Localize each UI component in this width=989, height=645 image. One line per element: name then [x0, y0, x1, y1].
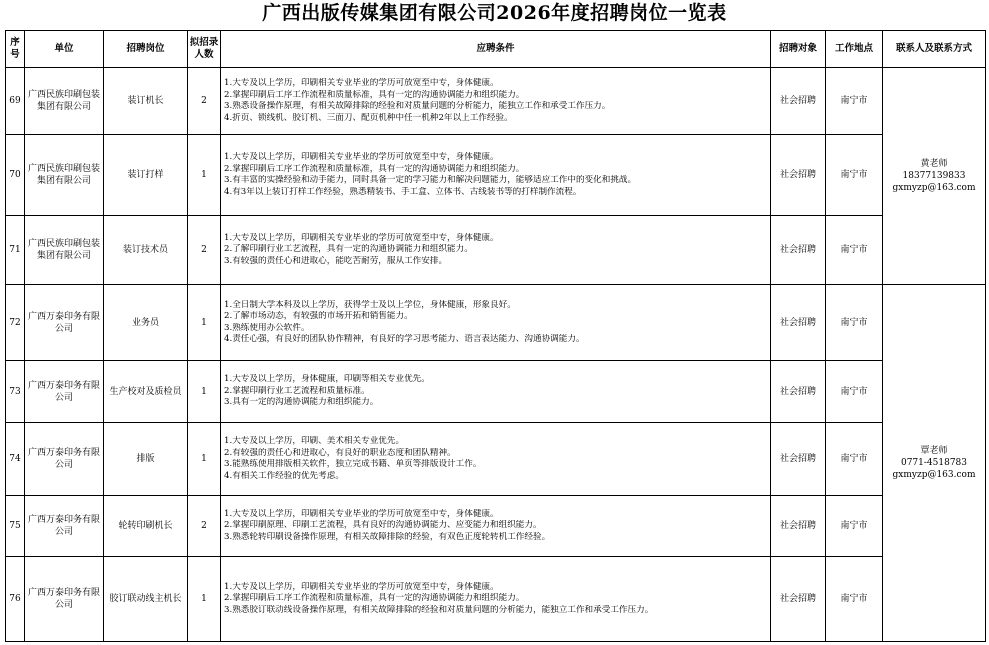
- requirement-line: 2.掌握印刷后工序工作流程和质量标准，具有一定的沟通协调能力和组织能力。: [224, 89, 525, 100]
- requirement-line: 4.有3年以上装订打样工作经验，熟悉精装书、手工盒、立体书、古线装书等的打样制作流程。: [224, 186, 582, 197]
- requirement-line: 3.熟悉轮转印刷设备操作原理，有相关故障排除的经验，有双色正度轮转机工作经验。: [224, 531, 551, 542]
- row-no: 75: [6, 496, 25, 557]
- row-unit: 广西万泰印务有限公司: [25, 496, 104, 557]
- table-header: [6, 31, 986, 68]
- row-unit: 广西万泰印务有限公司: [25, 285, 104, 361]
- table-row: [6, 135, 986, 216]
- requirement-line: 1.大专及以上学历，印刷相关专业毕业的学历可放宽至中专，身体健康。: [224, 232, 499, 243]
- row-unit: 广西民族印刷包装集团有限公司: [25, 68, 104, 135]
- row-position: 胶订联动线主机长: [104, 557, 188, 642]
- table-row: [6, 285, 986, 361]
- requirement-line: 3.有丰富的实操经验和动手能力，同时具备一定的学习能力和解决问题能力，能够适应工作中的变化和挑战。: [224, 175, 637, 185]
- requirement-line: 1.大专及以上学历，印刷相关专业毕业的学历可放宽至中专，身体健康。: [224, 581, 499, 592]
- table-row: [6, 361, 986, 423]
- requirement-line: 1.大专及以上学历，印刷、美术相关专业优先。: [224, 436, 405, 446]
- row-no: 76: [6, 557, 25, 642]
- requirement-line: 2.有较强的责任心和进取心，有良好的职业态度和团队精神。: [224, 447, 456, 458]
- requirement-line: 4.责任心强，有良好的团队协作精神，有良好的学习思考能力、语言表达能力、沟通协调能力。: [224, 334, 585, 344]
- table-row: [6, 68, 986, 135]
- requirement-line: 1.大专及以上学历，印刷相关专业毕业的学历可放宽至中专，身体健康。: [224, 508, 499, 519]
- row-requirements: [221, 361, 771, 423]
- page-title: 广西出版传媒集团有限公司2026年度招聘岗位一览表: [262, 2, 727, 24]
- row-location: 南宁市: [826, 557, 883, 642]
- requirement-line: 2.掌握印刷后工序工作流程和质量标准，具有一定的沟通协调能力和组织能力。: [224, 593, 525, 604]
- contact-email: gxmyzp@163.com: [892, 183, 976, 193]
- row-count: 2: [188, 216, 221, 285]
- requirement-line: 2.掌握印刷后工序工作流程和质量标准，具有一定的沟通协调能力和组织能力。: [224, 163, 525, 174]
- requirement-line: 1.大专及以上学历，印刷相关专业毕业的学历可放宽至中专，身体健康。: [224, 78, 499, 88]
- requirement-line: 2.掌握印刷原理、印刷工艺流程，具有良好的沟通协调能力、应变能力和组织能力。: [224, 520, 542, 531]
- row-count: 1: [188, 361, 221, 423]
- table-row: [6, 216, 986, 285]
- row-count: 2: [188, 68, 221, 135]
- row-unit: 广西民族印刷包装集团有限公司: [25, 216, 104, 285]
- contact-phone: 18377139833: [902, 171, 966, 181]
- row-no: 71: [6, 216, 25, 285]
- row-position: 轮转印刷机长: [104, 496, 188, 557]
- row-target: 社会招聘: [771, 135, 826, 216]
- requirement-line: 3.熟悉胶订联动线设备操作原理，有相关故障排除的经验和对质量问题的分析能力，能独立工作和承受工作压力。: [224, 604, 654, 615]
- row-no: 73: [6, 361, 25, 423]
- requirement-line: 1.全日制大学本科及以上学历，获得学士及以上学位，身体健康，形象良好。: [224, 299, 516, 310]
- table-row: [6, 557, 986, 642]
- row-target: 社会招聘: [771, 216, 826, 285]
- contact-name: 黄老师: [920, 159, 948, 169]
- row-target: 社会招聘: [771, 423, 826, 496]
- row-count: 1: [188, 423, 221, 496]
- header-requirements: 应聘条件: [221, 31, 771, 68]
- row-position: 生产校对及质检员: [104, 361, 188, 423]
- row-location: 南宁市: [826, 135, 883, 216]
- requirement-line: 2.了解市场动态，有较强的市场开拓和销售能力。: [224, 311, 413, 321]
- row-unit: 广西万泰印务有限公司: [25, 361, 104, 423]
- requirement-line: 3.熟练使用办公软件。: [224, 322, 310, 333]
- row-target: 社会招聘: [771, 557, 826, 642]
- header-position: 招聘岗位: [104, 31, 188, 68]
- contact-phone: 0771-4518783: [900, 458, 968, 468]
- row-count: 1: [188, 285, 221, 361]
- row-unit: 广西万泰印务有限公司: [25, 423, 104, 496]
- row-location: 南宁市: [826, 285, 883, 361]
- requirement-line: 2.掌握印刷行业工艺流程和质量标准。: [224, 385, 370, 396]
- requirement-line: 3.能熟练使用排版相关软件，独立完成书籍、单页等排版设计工作。: [224, 459, 482, 469]
- header-location: 工作地点: [826, 31, 883, 68]
- requirement-line: 4.折页、锁线机、胶订机、三面刀、配页机种中任一机种2年以上工作经验。: [224, 112, 513, 123]
- row-requirements: [221, 557, 771, 642]
- row-count: 2: [188, 496, 221, 557]
- row-unit: 广西万泰印务有限公司: [25, 557, 104, 642]
- row-no: 70: [6, 135, 25, 216]
- row-no: 74: [6, 423, 25, 496]
- row-unit: 广西民族印刷包装集团有限公司: [25, 135, 104, 216]
- row-target: 社会招聘: [771, 361, 826, 423]
- requirement-line: 3.具有一定的沟通协调能力和组织能力。: [224, 397, 379, 408]
- row-target: 社会招聘: [771, 496, 826, 557]
- header-no: 序号: [6, 31, 25, 68]
- contact-cell: [883, 68, 986, 285]
- contact-email: gxmyzp@163.com: [892, 470, 976, 480]
- header-target: 招聘对象: [771, 31, 826, 68]
- requirement-line: 3.熟悉设备操作原理，有相关故障排除的经验和对质量问题的分析能力，能独立工作和承受工作压力。: [224, 101, 611, 111]
- row-location: 南宁市: [826, 216, 883, 285]
- requirement-line: 1.大专及以上学历，身体健康，印刷等相关专业优先。: [224, 374, 430, 385]
- header-count: 拟招录人数: [188, 31, 221, 68]
- row-requirements: [221, 68, 771, 135]
- row-location: 南宁市: [826, 361, 883, 423]
- row-position: 排版: [104, 423, 188, 496]
- row-requirements: [221, 423, 771, 496]
- row-no: 69: [6, 68, 25, 135]
- contact-cell: [883, 285, 986, 642]
- row-location: 南宁市: [826, 496, 883, 557]
- row-position: 装订机长: [104, 68, 188, 135]
- row-position: 装订打样: [104, 135, 188, 216]
- requirement-line: 4.有相关工作经验的优先考虑。: [224, 470, 344, 481]
- header-unit: 单位: [25, 31, 104, 68]
- row-requirements: [221, 496, 771, 557]
- requirement-line: 1.大专及以上学历，印刷相关专业毕业的学历可放宽至中专，身体健康。: [224, 152, 499, 162]
- contact-name: 覃老师: [920, 446, 948, 456]
- row-location: 南宁市: [826, 68, 883, 135]
- header-contact: 联系人及联系方式: [883, 31, 986, 68]
- row-count: 1: [188, 557, 221, 642]
- row-requirements: [221, 285, 771, 361]
- requirement-line: 3.有较强的责任心和进取心，能吃苦耐劳，服从工作安排。: [224, 255, 448, 266]
- row-no: 72: [6, 285, 25, 361]
- row-position: 业务员: [104, 285, 188, 361]
- row-target: 社会招聘: [771, 285, 826, 361]
- row-location: 南宁市: [826, 423, 883, 496]
- table-row: [6, 423, 986, 496]
- row-requirements: [221, 135, 771, 216]
- table-row: [6, 496, 986, 557]
- requirement-line: 2.了解印刷行业工艺流程，具有一定的沟通协调能力和组织能力。: [224, 244, 473, 255]
- row-count: 1: [188, 135, 221, 216]
- row-position: 装订技术员: [104, 216, 188, 285]
- recruitment-table: [5, 30, 986, 642]
- row-target: 社会招聘: [771, 68, 826, 135]
- row-requirements: [221, 216, 771, 285]
